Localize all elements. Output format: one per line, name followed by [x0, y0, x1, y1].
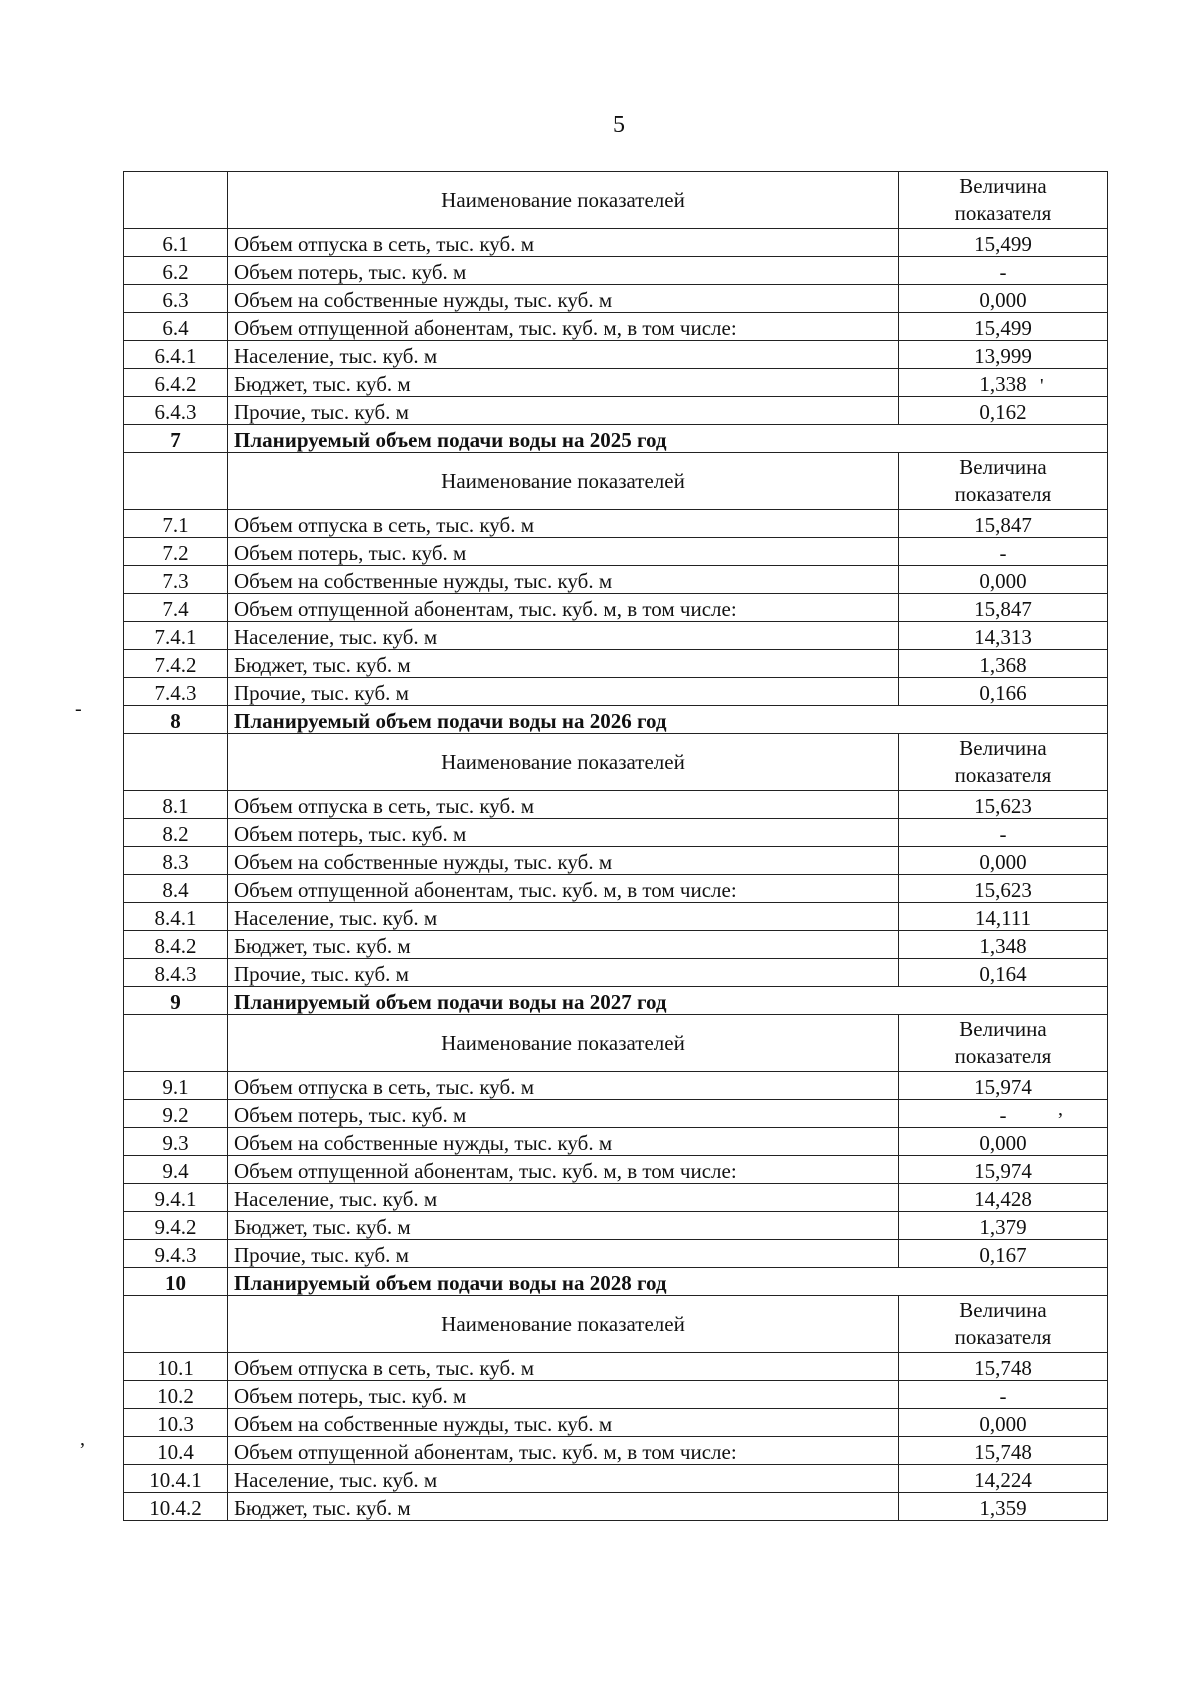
- row-value: 15,847: [899, 510, 1108, 538]
- row-number: 7.4.3: [124, 678, 228, 706]
- row-name: Объем потерь, тыс. куб. м: [228, 538, 899, 566]
- section-title: Планируемый объем подачи воды на 2028 год: [228, 1268, 1108, 1296]
- table-row: [124, 1128, 1108, 1156]
- row-value: 1,359: [899, 1493, 1108, 1521]
- row-name: Объем потерь, тыс. куб. м: [228, 257, 899, 285]
- table-row: [124, 1465, 1108, 1493]
- table-row: [124, 903, 1108, 931]
- section-title: Планируемый объем подачи воды на 2026 год: [228, 706, 1108, 734]
- table-row: [124, 1212, 1108, 1240]
- row-value: 0,000: [899, 285, 1108, 313]
- row-name: Объем отпуска в сеть, тыс. куб. м: [228, 791, 899, 819]
- section-number: 10: [124, 1268, 228, 1296]
- table-row: [124, 397, 1108, 425]
- row-name: Бюджет, тыс. куб. м: [228, 369, 899, 397]
- header-value: [899, 453, 1108, 510]
- row-number: 6.4.3: [124, 397, 228, 425]
- row-name: Объем отпущенной абонентам, тыс. куб. м, в том числе:: [228, 313, 899, 341]
- row-name: Бюджет, тыс. куб. м: [228, 1212, 899, 1240]
- table-row: [124, 369, 1108, 397]
- table-row: [124, 566, 1108, 594]
- scan-speck: ,: [1058, 1098, 1063, 1120]
- header-row: [124, 453, 1108, 510]
- row-number: 9.2: [124, 1100, 228, 1128]
- row-name: Объем на собственные нужды, тыс. куб. м: [228, 847, 899, 875]
- section-number: 9: [124, 987, 228, 1015]
- row-value: 0,164: [899, 959, 1108, 987]
- section-title: Планируемый объем подачи воды на 2025 год: [228, 425, 1108, 453]
- table-row: [124, 1437, 1108, 1465]
- row-number: 6.2: [124, 257, 228, 285]
- row-value: 13,999: [899, 341, 1108, 369]
- row-number: 7.2: [124, 538, 228, 566]
- header-number-cell: [124, 734, 228, 791]
- row-value: -: [899, 538, 1108, 566]
- header-number-cell: [124, 172, 228, 229]
- header-value-line1: Величина: [959, 736, 1047, 760]
- section-title-row: [124, 706, 1108, 734]
- table-row: [124, 1381, 1108, 1409]
- table-row: [124, 1409, 1108, 1437]
- row-number: 9.4: [124, 1156, 228, 1184]
- row-name: Объем отпуска в сеть, тыс. куб. м: [228, 1072, 899, 1100]
- table-row: [124, 847, 1108, 875]
- row-value: 0,167: [899, 1240, 1108, 1268]
- row-value: 15,748: [899, 1437, 1108, 1465]
- table-row: [124, 538, 1108, 566]
- row-number: 8.4.3: [124, 959, 228, 987]
- table-body: [124, 172, 1108, 1521]
- section-title-row: [124, 1268, 1108, 1296]
- header-row: [124, 1015, 1108, 1072]
- row-value: 15,623: [899, 875, 1108, 903]
- section-title-row: [124, 987, 1108, 1015]
- row-name: Объем отпущенной абонентам, тыс. куб. м, в том числе:: [228, 594, 899, 622]
- row-value: 14,224: [899, 1465, 1108, 1493]
- row-name: Объем потерь, тыс. куб. м: [228, 1100, 899, 1128]
- header-name: Наименование показателей: [228, 1015, 899, 1072]
- row-value: 15,974: [899, 1072, 1108, 1100]
- row-name: Население, тыс. куб. м: [228, 341, 899, 369]
- table-row: [124, 1240, 1108, 1268]
- row-value: 15,499: [899, 313, 1108, 341]
- header-number-cell: [124, 1015, 228, 1072]
- row-value: -: [899, 257, 1108, 285]
- header-number-cell: [124, 1296, 228, 1353]
- header-value: [899, 172, 1108, 229]
- table-row: [124, 594, 1108, 622]
- header-number-cell: [124, 453, 228, 510]
- row-number: 7.3: [124, 566, 228, 594]
- row-number: 10.4.2: [124, 1493, 228, 1521]
- header-row: [124, 172, 1108, 229]
- row-name: Объем потерь, тыс. куб. м: [228, 819, 899, 847]
- row-number: 10.3: [124, 1409, 228, 1437]
- header-value-line1: Величина: [959, 1017, 1047, 1041]
- row-value: 14,111: [899, 903, 1108, 931]
- header-value-line1: Величина: [959, 455, 1047, 479]
- row-number: 9.4.3: [124, 1240, 228, 1268]
- table-row: [124, 1184, 1108, 1212]
- header-value: [899, 1015, 1108, 1072]
- table-row: [124, 1072, 1108, 1100]
- row-value: 14,428: [899, 1184, 1108, 1212]
- row-name: Объем отпуска в сеть, тыс. куб. м: [228, 1353, 899, 1381]
- row-name: Население, тыс. куб. м: [228, 622, 899, 650]
- row-name: Объем на собственные нужды, тыс. куб. м: [228, 1409, 899, 1437]
- header-name: Наименование показателей: [228, 172, 899, 229]
- row-value: 0,000: [899, 1409, 1108, 1437]
- row-value: 15,499: [899, 229, 1108, 257]
- header-name: Наименование показателей: [228, 1296, 899, 1353]
- row-number: 9.4.2: [124, 1212, 228, 1240]
- row-name: Прочие, тыс. куб. м: [228, 1240, 899, 1268]
- row-name: Объем на собственные нужды, тыс. куб. м: [228, 566, 899, 594]
- row-number: 7.4.1: [124, 622, 228, 650]
- row-value: 14,313: [899, 622, 1108, 650]
- row-value: 15,748: [899, 1353, 1108, 1381]
- row-value: 0,000: [899, 566, 1108, 594]
- scan-speck: ,: [80, 1428, 85, 1450]
- row-number: 9.3: [124, 1128, 228, 1156]
- row-number: 10.1: [124, 1353, 228, 1381]
- table-row: [124, 1493, 1108, 1521]
- row-value: 15,623: [899, 791, 1108, 819]
- row-number: 8.3: [124, 847, 228, 875]
- header-value: [899, 734, 1108, 791]
- table-row: [124, 931, 1108, 959]
- row-value: 1,348: [899, 931, 1108, 959]
- header-value-line1: Величина: [959, 174, 1047, 198]
- row-number: 10.2: [124, 1381, 228, 1409]
- table-row: [124, 1100, 1108, 1128]
- row-value: 0,000: [899, 1128, 1108, 1156]
- header-row: [124, 1296, 1108, 1353]
- row-value: -: [899, 1381, 1108, 1409]
- table-row: [124, 229, 1108, 257]
- row-name: Объем отпуска в сеть, тыс. куб. м: [228, 229, 899, 257]
- header-value-line2: показателя: [954, 201, 1052, 225]
- table-row: [124, 510, 1108, 538]
- row-value: 0,162: [899, 397, 1108, 425]
- scan-speck: -: [75, 698, 82, 720]
- indicators-table: [123, 171, 1108, 1521]
- row-value: 1,338: [899, 369, 1108, 397]
- table-row: [124, 791, 1108, 819]
- table-row: [124, 819, 1108, 847]
- table-row: [124, 650, 1108, 678]
- header-value-line2: показателя: [954, 1044, 1052, 1068]
- row-name: Объем на собственные нужды, тыс. куб. м: [228, 1128, 899, 1156]
- row-number: 10.4.1: [124, 1465, 228, 1493]
- row-name: Объем отпуска в сеть, тыс. куб. м: [228, 510, 899, 538]
- scan-speck: ': [1040, 375, 1044, 397]
- row-name: Бюджет, тыс. куб. м: [228, 1493, 899, 1521]
- row-value: -: [899, 819, 1108, 847]
- row-number: 6.4.2: [124, 369, 228, 397]
- row-value: 0,000: [899, 847, 1108, 875]
- row-value: -: [899, 1100, 1108, 1128]
- header-name: Наименование показателей: [228, 453, 899, 510]
- header-value-line2: показателя: [954, 763, 1052, 787]
- row-name: Бюджет, тыс. куб. м: [228, 931, 899, 959]
- table-row: [124, 341, 1108, 369]
- section-number: 7: [124, 425, 228, 453]
- table-row: [124, 678, 1108, 706]
- row-name: Объем отпущенной абонентам, тыс. куб. м, в том числе:: [228, 875, 899, 903]
- row-number: 6.4: [124, 313, 228, 341]
- header-value-line1: Величина: [959, 1298, 1047, 1322]
- row-value: 0,166: [899, 678, 1108, 706]
- row-number: 7.1: [124, 510, 228, 538]
- row-value: 1,379: [899, 1212, 1108, 1240]
- table-row: [124, 285, 1108, 313]
- row-name: Объем отпущенной абонентам, тыс. куб. м, в том числе:: [228, 1156, 899, 1184]
- header-value-line2: показателя: [954, 1325, 1052, 1349]
- section-title: Планируемый объем подачи воды на 2027 год: [228, 987, 1108, 1015]
- row-number: 8.2: [124, 819, 228, 847]
- row-name: Объем отпущенной абонентам, тыс. куб. м, в том числе:: [228, 1437, 899, 1465]
- row-name: Население, тыс. куб. м: [228, 1184, 899, 1212]
- row-number: 8.4.1: [124, 903, 228, 931]
- row-name: Прочие, тыс. куб. м: [228, 959, 899, 987]
- table-row: [124, 875, 1108, 903]
- row-number: 9.1: [124, 1072, 228, 1100]
- table-row: [124, 313, 1108, 341]
- row-number: 8.4.2: [124, 931, 228, 959]
- row-number: 9.4.1: [124, 1184, 228, 1212]
- table-row: [124, 622, 1108, 650]
- row-name: Объем потерь, тыс. куб. м: [228, 1381, 899, 1409]
- row-number: 8.1: [124, 791, 228, 819]
- row-value: 15,847: [899, 594, 1108, 622]
- row-name: Население, тыс. куб. м: [228, 1465, 899, 1493]
- row-number: 6.3: [124, 285, 228, 313]
- table-row: [124, 959, 1108, 987]
- row-number: 7.4: [124, 594, 228, 622]
- row-value: 1,368: [899, 650, 1108, 678]
- section-title-row: [124, 425, 1108, 453]
- table-row: [124, 1156, 1108, 1184]
- row-name: Население, тыс. куб. м: [228, 903, 899, 931]
- header-value: [899, 1296, 1108, 1353]
- row-name: Бюджет, тыс. куб. м: [228, 650, 899, 678]
- header-value-line2: показателя: [954, 482, 1052, 506]
- header-name: Наименование показателей: [228, 734, 899, 791]
- section-number: 8: [124, 706, 228, 734]
- row-number: 6.4.1: [124, 341, 228, 369]
- header-row: [124, 734, 1108, 791]
- row-number: 6.1: [124, 229, 228, 257]
- row-name: Прочие, тыс. куб. м: [228, 397, 899, 425]
- row-name: Прочие, тыс. куб. м: [228, 678, 899, 706]
- page-number: 5: [613, 112, 625, 138]
- row-name: Объем на собственные нужды, тыс. куб. м: [228, 285, 899, 313]
- row-number: 8.4: [124, 875, 228, 903]
- row-value: 15,974: [899, 1156, 1108, 1184]
- table-row: [124, 1353, 1108, 1381]
- table-row: [124, 257, 1108, 285]
- row-number: 10.4: [124, 1437, 228, 1465]
- row-number: 7.4.2: [124, 650, 228, 678]
